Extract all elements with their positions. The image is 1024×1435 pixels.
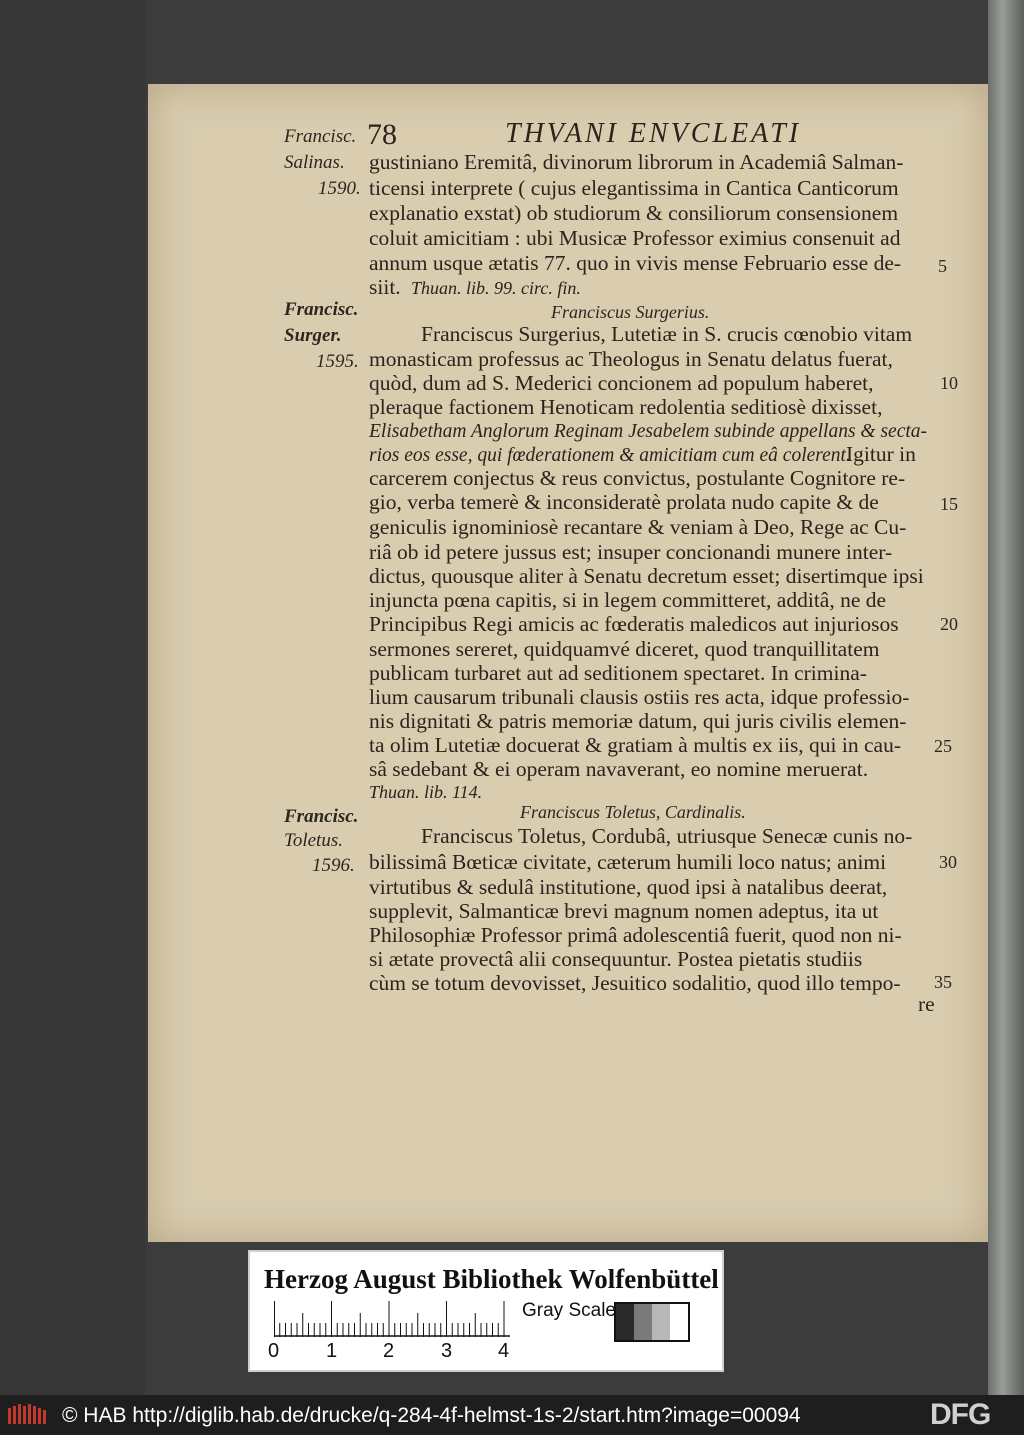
text-line: nis dignitati & patris memoriæ datum, qui juris civilis elemen- [369, 709, 907, 733]
margin-note: Toletus. [284, 830, 343, 851]
text-line: Philosophiæ Professor primâ adolescentiâ fuerit, quod non ni- [369, 923, 902, 947]
line-number: 15 [940, 494, 958, 514]
text-line: annum usque ætatis 77. quo in vivis mense Februario esse de- [369, 251, 902, 275]
ruler-number: 1 [326, 1340, 338, 1362]
text-line: lium causarum tribunali clausis ostiis res acta, idque professio- [369, 685, 910, 709]
text-line: monasticam professus ac Theologus in Senatu delatus fuerat, [369, 347, 893, 371]
gray-patch [634, 1304, 652, 1340]
citation: Thuan. lib. 114. [369, 782, 483, 802]
text-line: dictus, quousque aliter à Senatu decretum esset; disertimque ipsi [369, 564, 924, 588]
text-line: rios eos esse, qui fœderationem & amicitiam cum eâ colerent. [369, 445, 851, 466]
text-line: quòd, dum ad S. Mederici concionem ad populum haberet, [369, 371, 874, 395]
citation: Thuan. lib. 99. circ. fin. [411, 278, 581, 298]
ruler-number: 0 [268, 1340, 280, 1362]
gray-patch [616, 1304, 634, 1340]
catchword: re [918, 992, 935, 1016]
text-line: coluit amicitiam : ubi Musicæ Professor eximius consenuit ad [369, 226, 901, 250]
scan-left-edge [0, 0, 145, 1395]
text-line: injuncta pœna capitis, si in legem committeret, additâ, ne de [369, 588, 887, 612]
text-line: siit. [369, 275, 401, 299]
text-line: Igitur in [846, 442, 916, 466]
footer-url[interactable]: © HAB http://diglib.hab.de/drucke/q-284-4f-helmst-1s-2/start.htm?image=00094 [62, 1404, 801, 1427]
dfg-logo: DFG [930, 1398, 991, 1431]
text-line: gio, verba temerè & inconsideratè prolata nudo capite & de [369, 490, 879, 514]
text-line: sermones sereret, quidquamvé diceret, quod tranquillitatem [369, 637, 880, 661]
text-line: supplevit, Salmanticæ brevi magnum nomen adeptus, ita ut [369, 899, 879, 923]
hab-logo-icon [8, 1404, 48, 1426]
text-line: bilissimâ Bœticæ civitate, cæterum humili loco natus; animi [369, 850, 887, 874]
text-line: ta olim Lutetiæ docuerat & gratiam à multis ex iis, qui in cau- [369, 733, 901, 757]
page-number: 78 [367, 118, 397, 151]
margin-note: 1595. [316, 351, 359, 372]
text-line: publicam turbaret aut ad seditionem spectaret. In crimina- [369, 661, 867, 685]
margin-note: 1596. [312, 855, 355, 876]
line-number: 10 [940, 373, 958, 393]
line-number: 35 [934, 972, 952, 992]
section-heading: Franciscus Surgerius. [551, 302, 710, 322]
text-line: si ætate provectâ alii consequuntur. Postea pietatis studiis [369, 947, 863, 971]
text-line: carcerem conjectus & reus convictus, postulante Cognitore re- [369, 466, 906, 490]
scan-right-edge [988, 0, 1024, 1395]
text-line: Franciscus Toletus, Cordubâ, utriusque Senecæ cunis no- [421, 824, 913, 848]
ruler-number: 2 [383, 1340, 395, 1362]
ruler-number: 4 [498, 1340, 510, 1362]
library-name: Herzog August Bibliothek Wolfenbüttel [264, 1264, 719, 1294]
margin-note: Surger. [284, 325, 342, 346]
text-line: Franciscus Surgerius, Lutetiæ in S. crucis cœnobio vitam [421, 322, 913, 346]
margin-note: Francisc. [284, 299, 359, 320]
ruler-scale [274, 1301, 510, 1337]
gray-scale-label: Gray Scale [522, 1300, 616, 1321]
text-line: explanatio exstat) ob studiorum & consiliorum consensionem [369, 201, 899, 225]
text-line: virtutibus & sedulâ institutione, quod ipsi à natalibus deerat, [369, 875, 888, 899]
margin-note: Salinas. [284, 152, 345, 173]
line-number: 30 [939, 852, 957, 872]
margin-note: Francisc. [284, 806, 359, 827]
text-line: Elisabetham Anglorum Reginam Jesabelem subinde appellans & secta- [369, 421, 928, 442]
text-line: Principibus Regi amicis ac fœderatis maledicos aut injuriosos [369, 612, 899, 636]
running-title: THVANI ENVCLEATI [505, 118, 802, 149]
text-line: pleraque factionem Henoticam redolentia seditiosè dixisset, [369, 395, 883, 419]
margin-note: 1590. [318, 178, 361, 199]
line-number: 25 [934, 736, 952, 756]
text-line: geniculis ignominiosè recantare & veniam à Deo, Rege ac Cu- [369, 515, 907, 539]
text-line: sâ sedebant & ei operam navaverant, eo nomine meruerat. [369, 757, 869, 781]
gray-patch [652, 1304, 670, 1340]
section-heading: Franciscus Toletus, Cardinalis. [520, 802, 746, 822]
gray-scale-patches [614, 1302, 690, 1342]
text-line: riâ ob id petere jussus est; insuper concionandi munere inter- [369, 540, 893, 564]
text-line: gustiniano Eremitâ, divinorum librorum in Academiâ Salman- [369, 150, 904, 174]
line-number: 20 [940, 614, 958, 634]
header-margin-label: Francisc. [284, 126, 357, 147]
text-line: ticensi interprete ( cujus elegantissima in Cantica Canticorum [369, 176, 899, 200]
gray-patch [670, 1304, 688, 1340]
ruler-number: 3 [441, 1340, 453, 1362]
text-line: cùm se totum devovisset, Jesuitico sodalitio, quod illo tempo- [369, 971, 901, 995]
line-number: 5 [938, 256, 947, 276]
